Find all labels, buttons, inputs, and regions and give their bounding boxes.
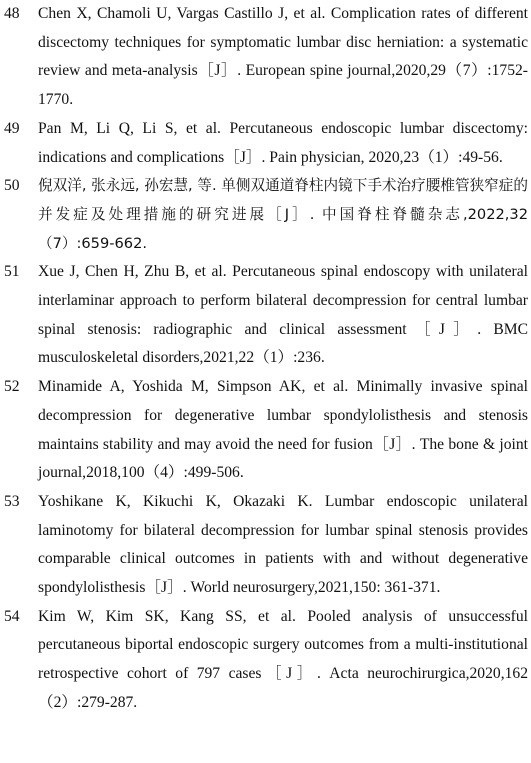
reference-text: Yoshikane K, Kikuchi K, Okazaki K. Lumbar endoscopic unilateral laminotomy for bilateral decompression for lumbar spinal stenosis provides comparable clinical outcomes in patients with and without degenerative spondylolisthesis［J］. World neurosurgery,2021,150: 361-371. <box>38 492 528 597</box>
reference-text: Pan M, Li Q, Li S, et al. Percutaneous endoscopic lumbar discectomy: indications and complications［J］. Pain physician, 2020,23（1）:49-56. <box>38 119 528 166</box>
reference-item <box>0 0 531 115</box>
reference-item <box>0 603 531 718</box>
reference-text: Kim W, Kim SK, Kang SS, et al. Pooled analysis of unsuccessful percutaneous biportal endoscopic surgery outcomes from a multi-institutional retrospective cohort of 797 cases［J］. Acta neurochirurgica,2020,162（2）:279-287. <box>38 607 528 711</box>
reference-text: 倪双洋, 张永远, 孙宏慧, 等. 单侧双通道脊柱内镜下手术治疗腰椎管狭窄症的并发症及处理措施的研究进展［J］. 中国脊柱脊髓杂志,2022,32（7）:659-662. <box>38 177 528 252</box>
reference-number: 48 <box>4 5 20 22</box>
reference-number: 52 <box>4 378 20 396</box>
reference-item <box>0 258 531 373</box>
reference-number: 51 <box>4 263 20 281</box>
reference-item <box>0 172 531 258</box>
reference-item <box>0 488 531 603</box>
reference-item <box>0 373 531 488</box>
reference-number: 54 <box>4 607 20 625</box>
reference-text: Chen X, Chamoli U, Vargas Castillo J, et al. Complication rates of different discectomy techniques for symptomatic lumbar disc herniation: a systematic review and meta-analysis［J］. European spine journal,2020,29（7）:1752-1770. <box>38 5 528 109</box>
reference-text: Minamide A, Yoshida M, Simpson AK, et al. Minimally invasive spinal decompression for degenerative lumbar spondylolisthesis and stenosis maintains stability and may avoid the need for fusion［J］. The bone & joint journal,2018,100（4）:499-506. <box>38 378 528 482</box>
reference-number: 49 <box>4 119 20 137</box>
reference-text: Xue J, Chen H, Zhu B, et al. Percutaneous spinal endoscopy with unilateral interlaminar approach to perform bilateral decompression for central lumbar spinal stenosis: radiographic and clinical assessment［J］. BMC musculoskeletal disorders,2021,22（1）:236. <box>38 263 528 367</box>
reference-item <box>0 115 531 172</box>
reference-number: 50 <box>4 177 20 195</box>
reference-number: 53 <box>4 492 20 510</box>
